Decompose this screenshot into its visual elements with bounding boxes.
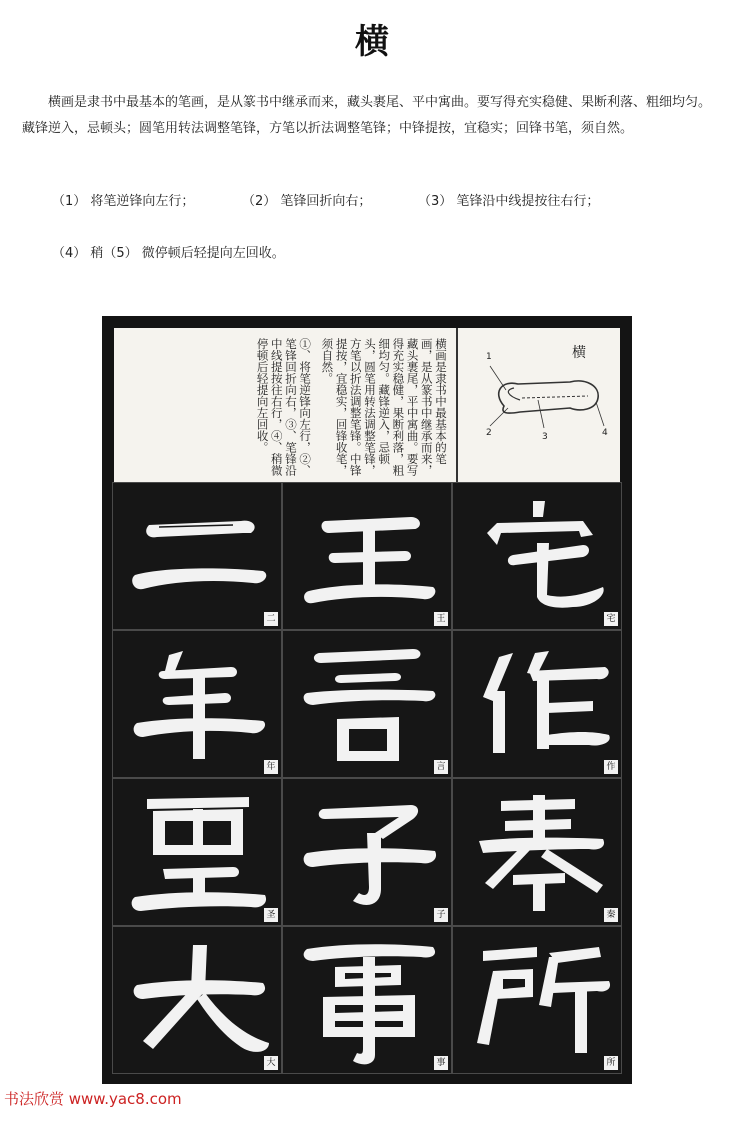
character-cell-nian <box>112 630 282 778</box>
page-title: 横 <box>355 22 389 62</box>
character-suo-image <box>453 927 623 1075</box>
label-line-4 <box>596 402 604 426</box>
panel-divider <box>456 328 458 482</box>
character-wang-image <box>283 483 453 631</box>
character-qin-image <box>453 779 623 927</box>
character-da-image <box>113 927 283 1075</box>
character-caption: 事 <box>434 1056 448 1070</box>
label-line-1 <box>490 366 506 390</box>
character-zhai-image <box>453 483 623 631</box>
character-caption: 圣 <box>264 908 278 922</box>
character-caption: 所 <box>604 1056 618 1070</box>
character-cell-qin <box>452 778 622 926</box>
character-zi-image <box>283 779 453 927</box>
character-nian-image <box>113 631 283 779</box>
vertical-column-text: ①、将笔逆锋向左行，②、笔锋回折向右，③、笔锋沿中线提按往右行，④、稍微停顿后轻提向左回收。 <box>255 338 313 476</box>
character-caption: 秦 <box>604 908 618 922</box>
steps-row-2 <box>52 242 599 294</box>
explanation-panel <box>112 326 622 484</box>
step-4-5: （4） 稍（5） 微停顿后轻提向左回收。 <box>52 246 285 261</box>
character-cell-zhai <box>452 482 622 630</box>
site-watermark: 书法欣赏 www.yac8.com <box>4 1090 182 1108</box>
character-yan-image <box>283 631 453 779</box>
intro-text <box>22 90 722 142</box>
character-cell-yan <box>282 630 452 778</box>
step-2: （2） 笔锋回折向右； <box>242 194 372 209</box>
diagram-title: 横 <box>572 345 586 361</box>
character-cell-zi <box>282 778 452 926</box>
step-3: （3） 笔锋沿中线提按往右行； <box>418 194 600 209</box>
character-cell-wang <box>282 482 452 630</box>
character-caption: 子 <box>434 908 448 922</box>
step-1: （1） 将笔逆锋向左行； <box>52 194 195 209</box>
horizontal-stroke-diagram <box>460 328 620 482</box>
character-cell-da <box>112 926 282 1074</box>
character-caption: 二 <box>264 612 278 626</box>
diagram-label-3: 3 <box>542 432 548 442</box>
diagram-label-1: 1 <box>486 352 492 362</box>
character-cell-er <box>112 482 282 630</box>
character-grid <box>112 482 622 1074</box>
diagram-label-4: 4 <box>602 428 608 438</box>
character-sheng-image <box>113 779 283 927</box>
character-cell-suo <box>452 926 622 1074</box>
character-shi-image <box>283 927 453 1075</box>
character-cell-zuo <box>452 630 622 778</box>
character-cell-shi <box>282 926 452 1074</box>
intro-paragraph: 横画是隶书中最基本的笔画，是从篆书中继承而来，藏头裹尾、平中寓曲。要写得充实稳健、果断利落、粗细均匀。藏锋逆入，忌顿头；圆笔用转法调整笔锋，方笔以折法调整笔锋；中锋提按，宜稳实；回锋书笔，须自然。 <box>22 95 712 136</box>
steps-row-1 <box>52 190 599 242</box>
stroke-steps <box>52 190 599 294</box>
entry-arrow <box>508 388 520 400</box>
label-line-2 <box>490 408 508 426</box>
character-caption: 大 <box>264 1056 278 1070</box>
character-cell-sheng <box>112 778 282 926</box>
character-er-image <box>113 483 283 631</box>
stroke-diagram <box>460 328 620 482</box>
diagram-label-2: 2 <box>486 428 492 438</box>
character-caption: 言 <box>434 760 448 774</box>
vertical-column-text: 横画是隶书中最基本的笔画，是从篆书中继承而来，藏头裹尾，平中寓曲。要写得充实稳健，果断利落，粗细均匀。藏锋逆入，忌顿头，圆笔用转法调整笔锋，方笔以折法调整笔锋。中锋提按，宜稳实，回锋收笔，须自然。 <box>320 338 448 476</box>
character-caption: 作 <box>604 760 618 774</box>
vertical-explanation <box>122 338 448 478</box>
character-caption: 年 <box>264 760 278 774</box>
center-line <box>522 396 588 398</box>
character-zuo-image <box>453 631 623 779</box>
label-line-3 <box>538 400 544 428</box>
character-caption: 王 <box>434 612 448 626</box>
calligraphy-plate <box>102 316 632 1084</box>
character-caption: 宅 <box>604 612 618 626</box>
